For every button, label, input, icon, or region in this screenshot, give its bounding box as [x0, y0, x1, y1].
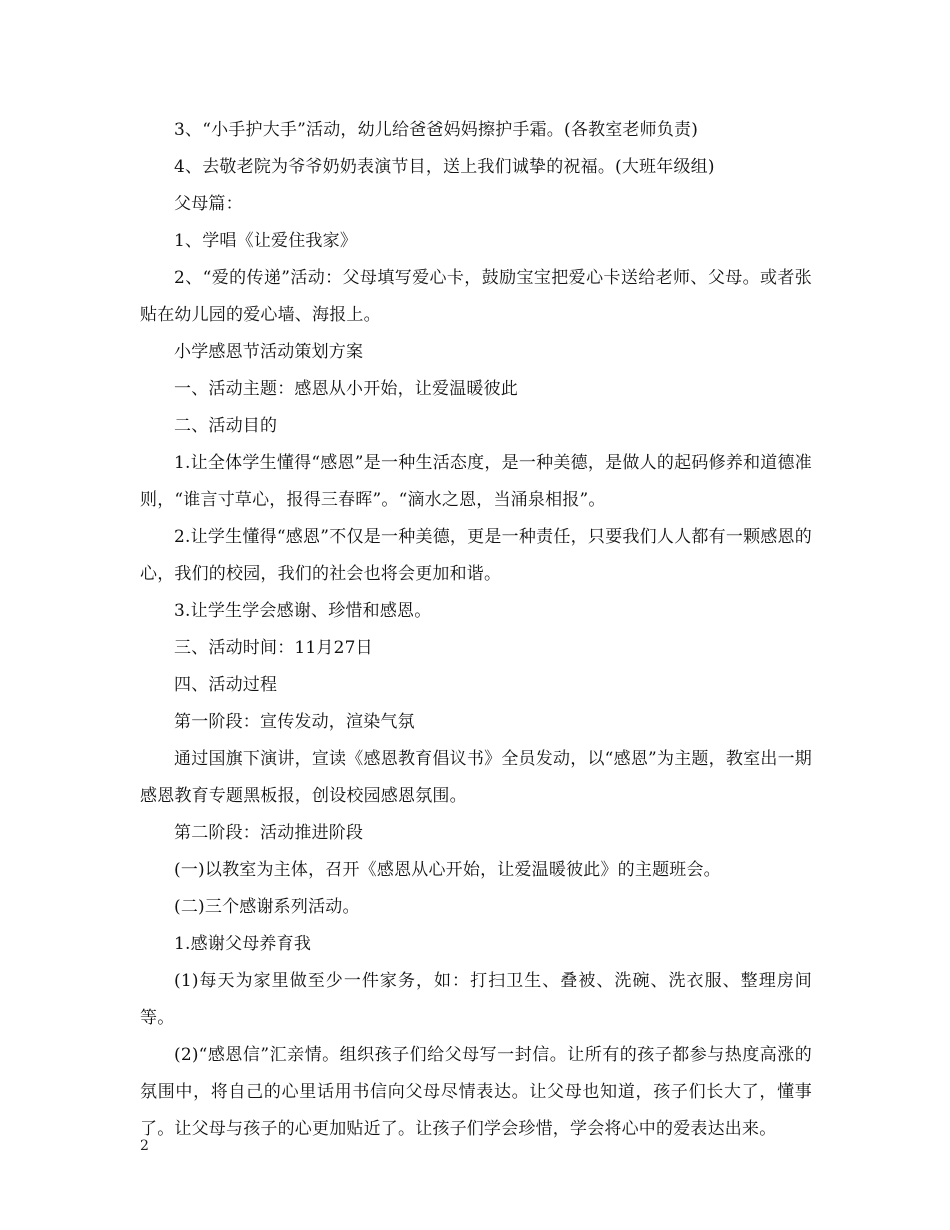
subsection-heading: 第二阶段：活动推进阶段: [174, 823, 364, 843]
paragraph: 1、学唱《让爱住我家》: [174, 231, 358, 251]
paragraph: (二)三个感谢系列活动。: [174, 897, 360, 917]
paragraph: 3、“小手护大手”活动，幼儿给爸爸妈妈擦护手霜。(各教室老师负责): [174, 120, 699, 140]
paragraph: 2.让学生懂得“感恩”不仅是一种美德，更是一种责任，只要我们人人都有一颗感恩的心，我们的校园，我们的社会也将会更加和谐。: [140, 527, 812, 584]
page-number: 2: [140, 1138, 149, 1154]
section-heading: 二、活动目的: [174, 416, 278, 436]
paragraph: (2)“感恩信”汇亲情。组织孩子们给父母写一封信。让所有的孩子都参与热度高涨的氛围中，将自己的心里话用书信向父母尽情表达。让父母也知道，孩子们长大了，懂事了。让父母与孩子的心更加贴近了。让孩子们学会珍惜，学会将心中的爱表达出来。: [140, 1045, 812, 1139]
section-heading: 三、活动时间：11月27日: [174, 638, 373, 658]
section-heading: 四、活动过程: [174, 675, 278, 695]
paragraph: (1)每天为家里做至少一件家务，如：打扫卫生、叠被、洗碗、洗衣服、整理房间等。: [140, 971, 812, 1028]
paragraph: 4、去敬老院为爷爷奶奶表演节目，送上我们诚挚的祝福。(大班年级组): [174, 157, 715, 177]
subsection-heading: 第一阶段：宣传发动，渲染气氛: [174, 712, 415, 732]
paragraph: 通过国旗下演讲，宣读《感恩教育倡议书》全员发动，以“感恩”为主题，教室出一期感恩教育专题黑板报，创设校园感恩氛围。: [140, 749, 812, 806]
paragraph: 1.感谢父母养育我: [174, 934, 312, 954]
paragraph: (一)以教室为主体，召开《感恩从心开始，让爱温暖彼此》的主题班会。: [174, 860, 721, 880]
paragraph: 3.让学生学会感谢、珍惜和感恩。: [174, 601, 432, 621]
paragraph: 2、“爱的传递”活动：父母填写爱心卡，鼓励宝宝把爱心卡送给老师、父母。或者张贴在幼儿园的爱心墙、海报上。: [140, 268, 812, 325]
document-title: 小学感恩节活动策划方案: [174, 342, 364, 362]
document-body: [140, 112, 812, 1148]
section-heading: 父母篇：: [174, 194, 243, 214]
paragraph: 1.让全体学生懂得“感恩”是一种生活态度，是一种美德，是做人的起码修养和道德准则，“谁言寸草心，报得三春晖”。“滴水之恩，当涌泉相报”。: [140, 453, 812, 510]
section-heading: 一、活动主题：感恩从小开始，让爱温暖彼此: [174, 379, 518, 399]
